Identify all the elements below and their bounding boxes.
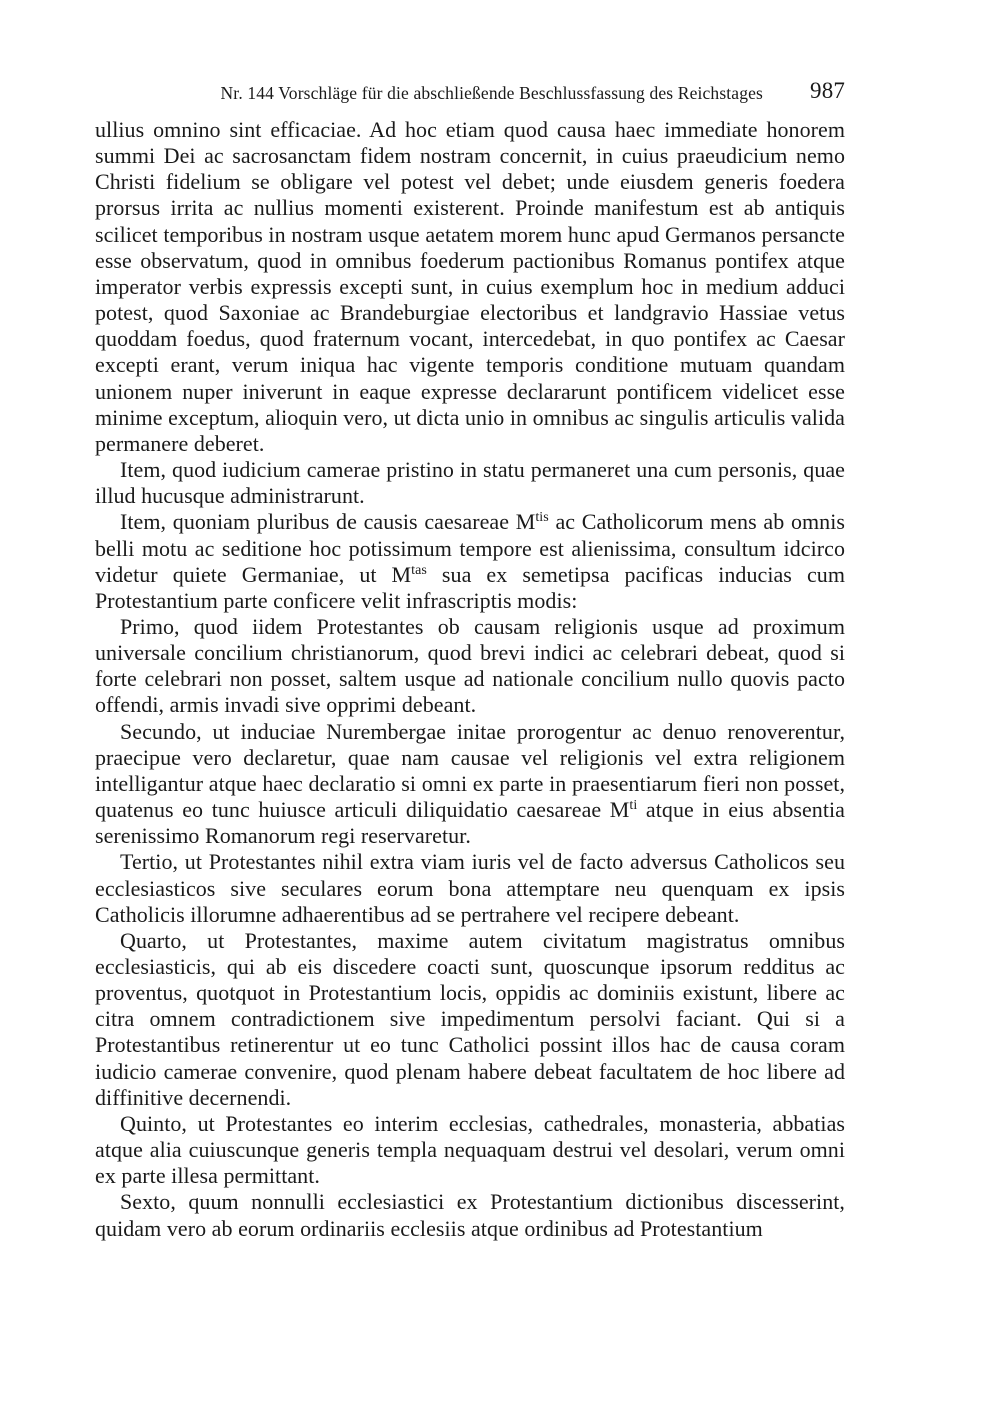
paragraph-text: Sexto, quum nonnulli ecclesiastici ex Protestantium dictionibus discesserint, quidam vero ab eorum ordinariis ecclesiis atque ordinibus ad Protestantium — [95, 1189, 845, 1241]
document-page — [95, 78, 845, 1242]
paragraph — [95, 849, 845, 927]
running-header-title: Nr. 144 Vorschläge für die abschließende Beschlussfassung des Reichstages — [220, 83, 763, 103]
paragraph — [95, 719, 845, 850]
paragraph-text: ac Catholicorum mens ab omnis belli motu ac seditione hoc potissimum tempore est alienissima, consultum idcirco videtur quiete Germaniae, ut M — [95, 509, 845, 587]
paragraph-text: Quinto, ut Protestantes eo interim ecclesias, cathedrales, monasteria, abbatias atque alia cuiuscunque generis templa nequaquam destrui vel desolari, verum omni ex parte illesa permittant. — [95, 1110, 845, 1189]
paragraph-text: Secundo, ut induciae Nurembergae initae prorogentur ac denuo renoverentur, praecipue vero declaretur, quae nam causae vel religionis vel extra religionem intelligantur atque haec declaratio si omni ex parte in praesentiarum fieri non posset, quatenus eo tunc huiusce articuli diliquidatio caesareae M — [95, 718, 845, 823]
paragraph-text: Quarto, ut Protestantes, maxime autem civitatum magistratus omnibus ecclesiasticis, qui ab eis discedere coacti sunt, quoscunque ipsorum redditus ac proventus, quotquot in Protestantium locis, oppidis ac dominiis existunt, libere ac citra omnem contradictionem sive impedimentum persolvi faciant. Qui si a Protestantibus retinerentur ut eo tunc Catholici possint illos hac de causa coram iudicio camerae convenire, quod plenam habere debeat facultatem de hoc libere ad diffinitive decernendi. — [95, 927, 845, 1110]
superscript-abbreviation: ti — [629, 798, 638, 814]
superscript-abbreviation: tas — [411, 562, 427, 578]
paragraph-text: Item, quoniam pluribus de causis caesareae M — [120, 509, 536, 535]
paragraph-text: Tertio, ut Protestantes nihil extra viam iuris vel de facto adversus Catholicos seu ecclesiasticos sive seculares eorum bona attemptare neu quenquam ex ipsis Catholicis illorumne adhaerentibus ad se pertrahere vel recipere debeant. — [95, 849, 845, 927]
superscript-abbreviation: tis — [535, 510, 549, 526]
paragraph — [95, 1111, 845, 1189]
paragraph-text: ullius omnino sint efficaciae. Ad hoc etiam quod causa haec immediate honorem summi Dei ac sacrosanctam fidem nostram concernit, in cuius praeudicium nemo Christi fidelium se obligare vel potest vel debet; unde eiusdem generis foedera prorsus irrita ac nullius momenti existerent. Proinde manifestum est ab antiquis scilicet temporibus in nostram usque aetatem morem hunc apud Germanos persancte esse observatum, quod in omnibus foederum pactionibus Romanus pontifex atque imperator verbis expressis excepti sunt, in cuius exemplum hoc in medium adduci potest, quod Saxoniae ac Brandeburgiae electoribus et landgravio Hassiae vetus quoddam foedus, quod fraternum vocant, intercedebat, in quo pontifex ac Caesar excepti erant, verum iniqua hac vigente temporis conditione mutuam quandam unionem nuper iniverunt in eaque expresse declararunt pontificem videlicet esse minime exceptum, alioquin vero, ut dicta unio in omnibus ac singulis articulis valida permanere deberet. — [95, 117, 845, 456]
body-text — [95, 117, 845, 1242]
paragraph — [95, 117, 845, 457]
running-header — [95, 78, 845, 108]
paragraph — [95, 457, 845, 509]
paragraph-text: Primo, quod iidem Protestantes ob causam religionis usque ad proximum universale concilium christianorum, quod brevi indici ac celebrari debeat, quod si forte celebrari non posset, saltem usque ad nationale concilium nullo quovis pacto offendi, armis invadi sive opprimi debeant. — [95, 613, 845, 718]
paragraph-text: sua ex semetipsa pacificas inducias cum Protestantium parte conficere velit infrascriptis modis: — [95, 561, 845, 613]
page-number: 987 — [810, 78, 845, 103]
paragraph — [95, 1189, 845, 1241]
paragraph-text: Item, quod iudicium camerae pristino in statu permaneret una cum personis, quae illud hucusque administrarunt. — [95, 457, 845, 509]
paragraph — [95, 509, 845, 614]
paragraph-text: atque in eius absentia serenissimo Romanorum regi reservaretur. — [95, 797, 845, 849]
paragraph — [95, 614, 845, 719]
paragraph — [95, 928, 845, 1111]
